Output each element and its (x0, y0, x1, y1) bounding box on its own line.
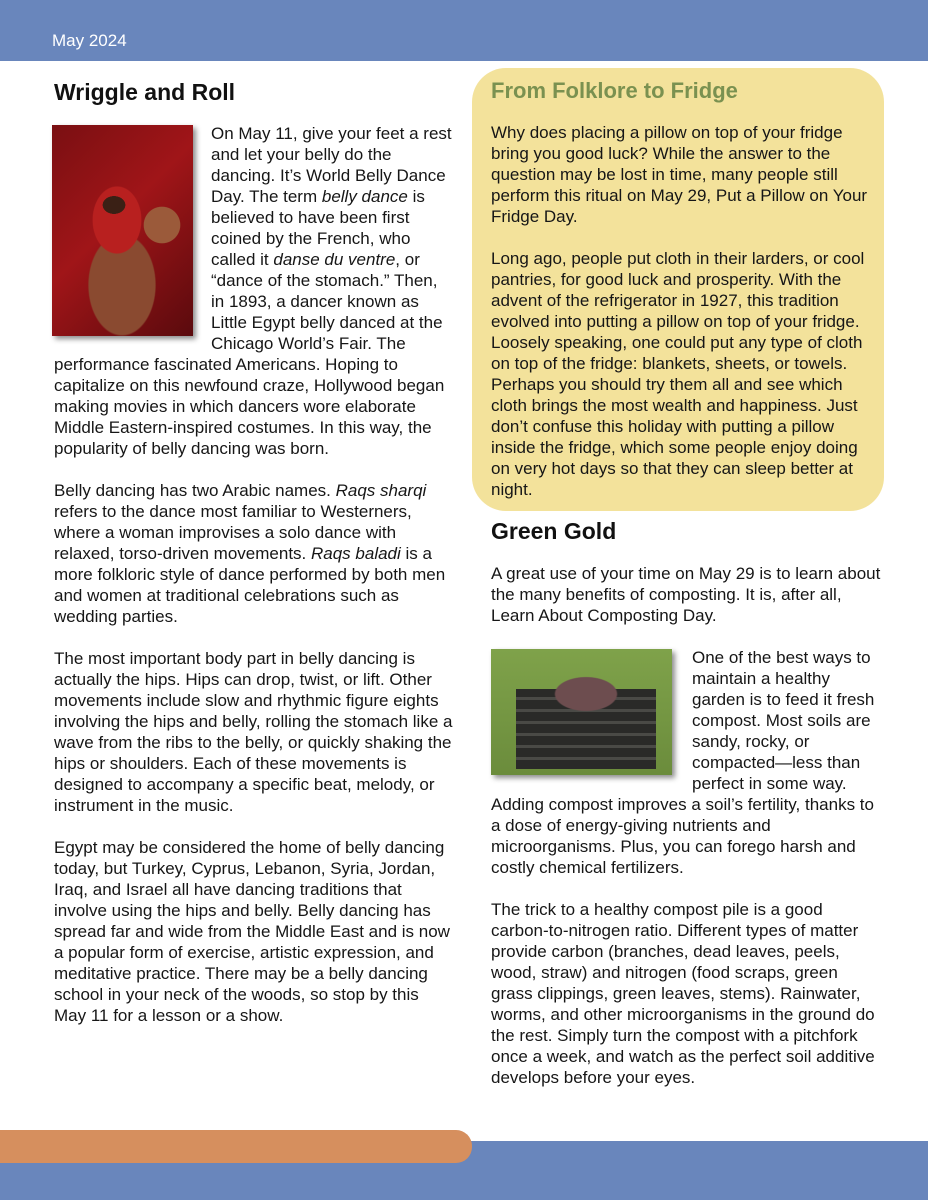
article-paragraph (54, 837, 454, 1026)
sidebar-box (472, 68, 884, 511)
article-paragraph: A great use of your time on May 29 is to learn about the many benefits of composting. It is, after all, Learn About Composting Day. (491, 564, 881, 625)
text-run: Egypt may be considered the home of belly dancing today, but Turkey, Cyprus, Lebanon, Syria, Jordan, Iraq, and Israel all have dancing traditions that involve using the hips and belly. Belly dancing has spread far and wide from the Middle East and is now a popular form of exercise, artistic expression, and meditative practice. There may be a belly dancing school in your neck of the woods, so stop by this May 11 for a lesson or a show. (54, 838, 450, 1025)
sidebar-paragraph: Long ago, people put cloth in their larders, or cool pantries, for good luck and prosperity. With the advent of the refrigerator in 1927, this tradition evolved into putting a pillow on top of your fridge. Loosely speaking, one could put any type of cloth on top of the fridge: blankets, sheets, or towels. Perhaps you should try them all and see which cloth brings the most wealth and happiness. Just don’t confuse this holiday with putting a pillow inside the fridge, which some people enjoy doing on very hot days so that they can sleep better at night. (491, 249, 865, 499)
text-run: , or “dance of the stomach.” Then, in 1893, a dancer known as Little Egypt belly danced at the Chicago World’s Fair. The performance fascinated Americans. Hoping to capitalize on this newfound craze, Hollywood began making movies in which dancers wore elaborate Middle Eastern-inspired costumes. In this way, the popularity of belly dancing was born. (54, 250, 445, 458)
text-run: is a more folkloric style of dance performed by both men and women at traditional celebrations such as wedding parties. (54, 544, 446, 626)
italic-term: belly dance (321, 187, 408, 206)
right-article (491, 563, 881, 1109)
article-paragraph: The trick to a healthy compost pile is a good carbon-to-nitrogen ratio. Different types of matter provide carbon (branches, dead leaves, peels, wood, straw) and nitrogen (food scraps, green grass clippings, green leaves, stems). Rainwater, worms, and other microorganisms in the ground do the rest. Simply turn the compost with a pitchfork once a week, and watch as the perfect soil additive develops before your eyes. (491, 900, 875, 1087)
sidebar-title: From Folklore to Fridge (491, 78, 738, 103)
text-run: The most important body part in belly dancing is actually the hips. Hips can drop, twist, or lift. Other movements include slow and rhythmic figure eights involving the hips and belly, rolling the stomach like a wave from the ribs to the belly, or quickly shaking the hips or shoulders. Each of these movements is designed to accompany a specific beat, melody, or instrument in the music. (54, 649, 453, 815)
sidebar-paragraph: Why does placing a pillow on top of your fridge bring you good luck? While the answer to the question may be lost in time, many people still perform this ritual on May 29, Put a Pillow on Your Fridge Day. (491, 123, 868, 226)
text-run: is believed to have been first coined by the French, who called it (211, 187, 425, 269)
footer-accent-bar (0, 1130, 472, 1163)
italic-term: danse du ventre (273, 250, 396, 269)
left-article (54, 78, 454, 1047)
article-title: Green Gold (491, 518, 617, 544)
article-paragraph: One of the best ways to maintain a healthy garden is to feed it fresh compost. Most soils are sandy, rocky, or compacted—less than perfect in some way. Adding compost improves a soil’s fertility, thanks to a dose of energy-giving nutrients and microorganisms. Plus, you can forego harsh and costly chemical fertilizers. (491, 648, 875, 877)
belly-dancer-image (52, 125, 193, 336)
text-run: Belly dancing has two Arabic names. (54, 481, 336, 500)
compost-bin-image (491, 649, 672, 775)
text-run: refers to the dance most familiar to Westerners, where a woman improvises a solo dance with relaxed, torso-driven movements. (54, 502, 412, 563)
text-run: On May 11, give your feet a rest and let your belly do the dancing. It’s World Belly Dance Day. The term (211, 124, 452, 206)
article-title: Wriggle and Roll (54, 79, 236, 105)
article-paragraph (54, 480, 454, 627)
italic-term: Raqs baladi (311, 544, 401, 563)
header-bar (0, 0, 928, 61)
sidebar-body (491, 122, 871, 521)
article-paragraph (54, 648, 454, 816)
issue-date: May 2024 (52, 31, 127, 50)
italic-term: Raqs sharqi (335, 481, 427, 500)
